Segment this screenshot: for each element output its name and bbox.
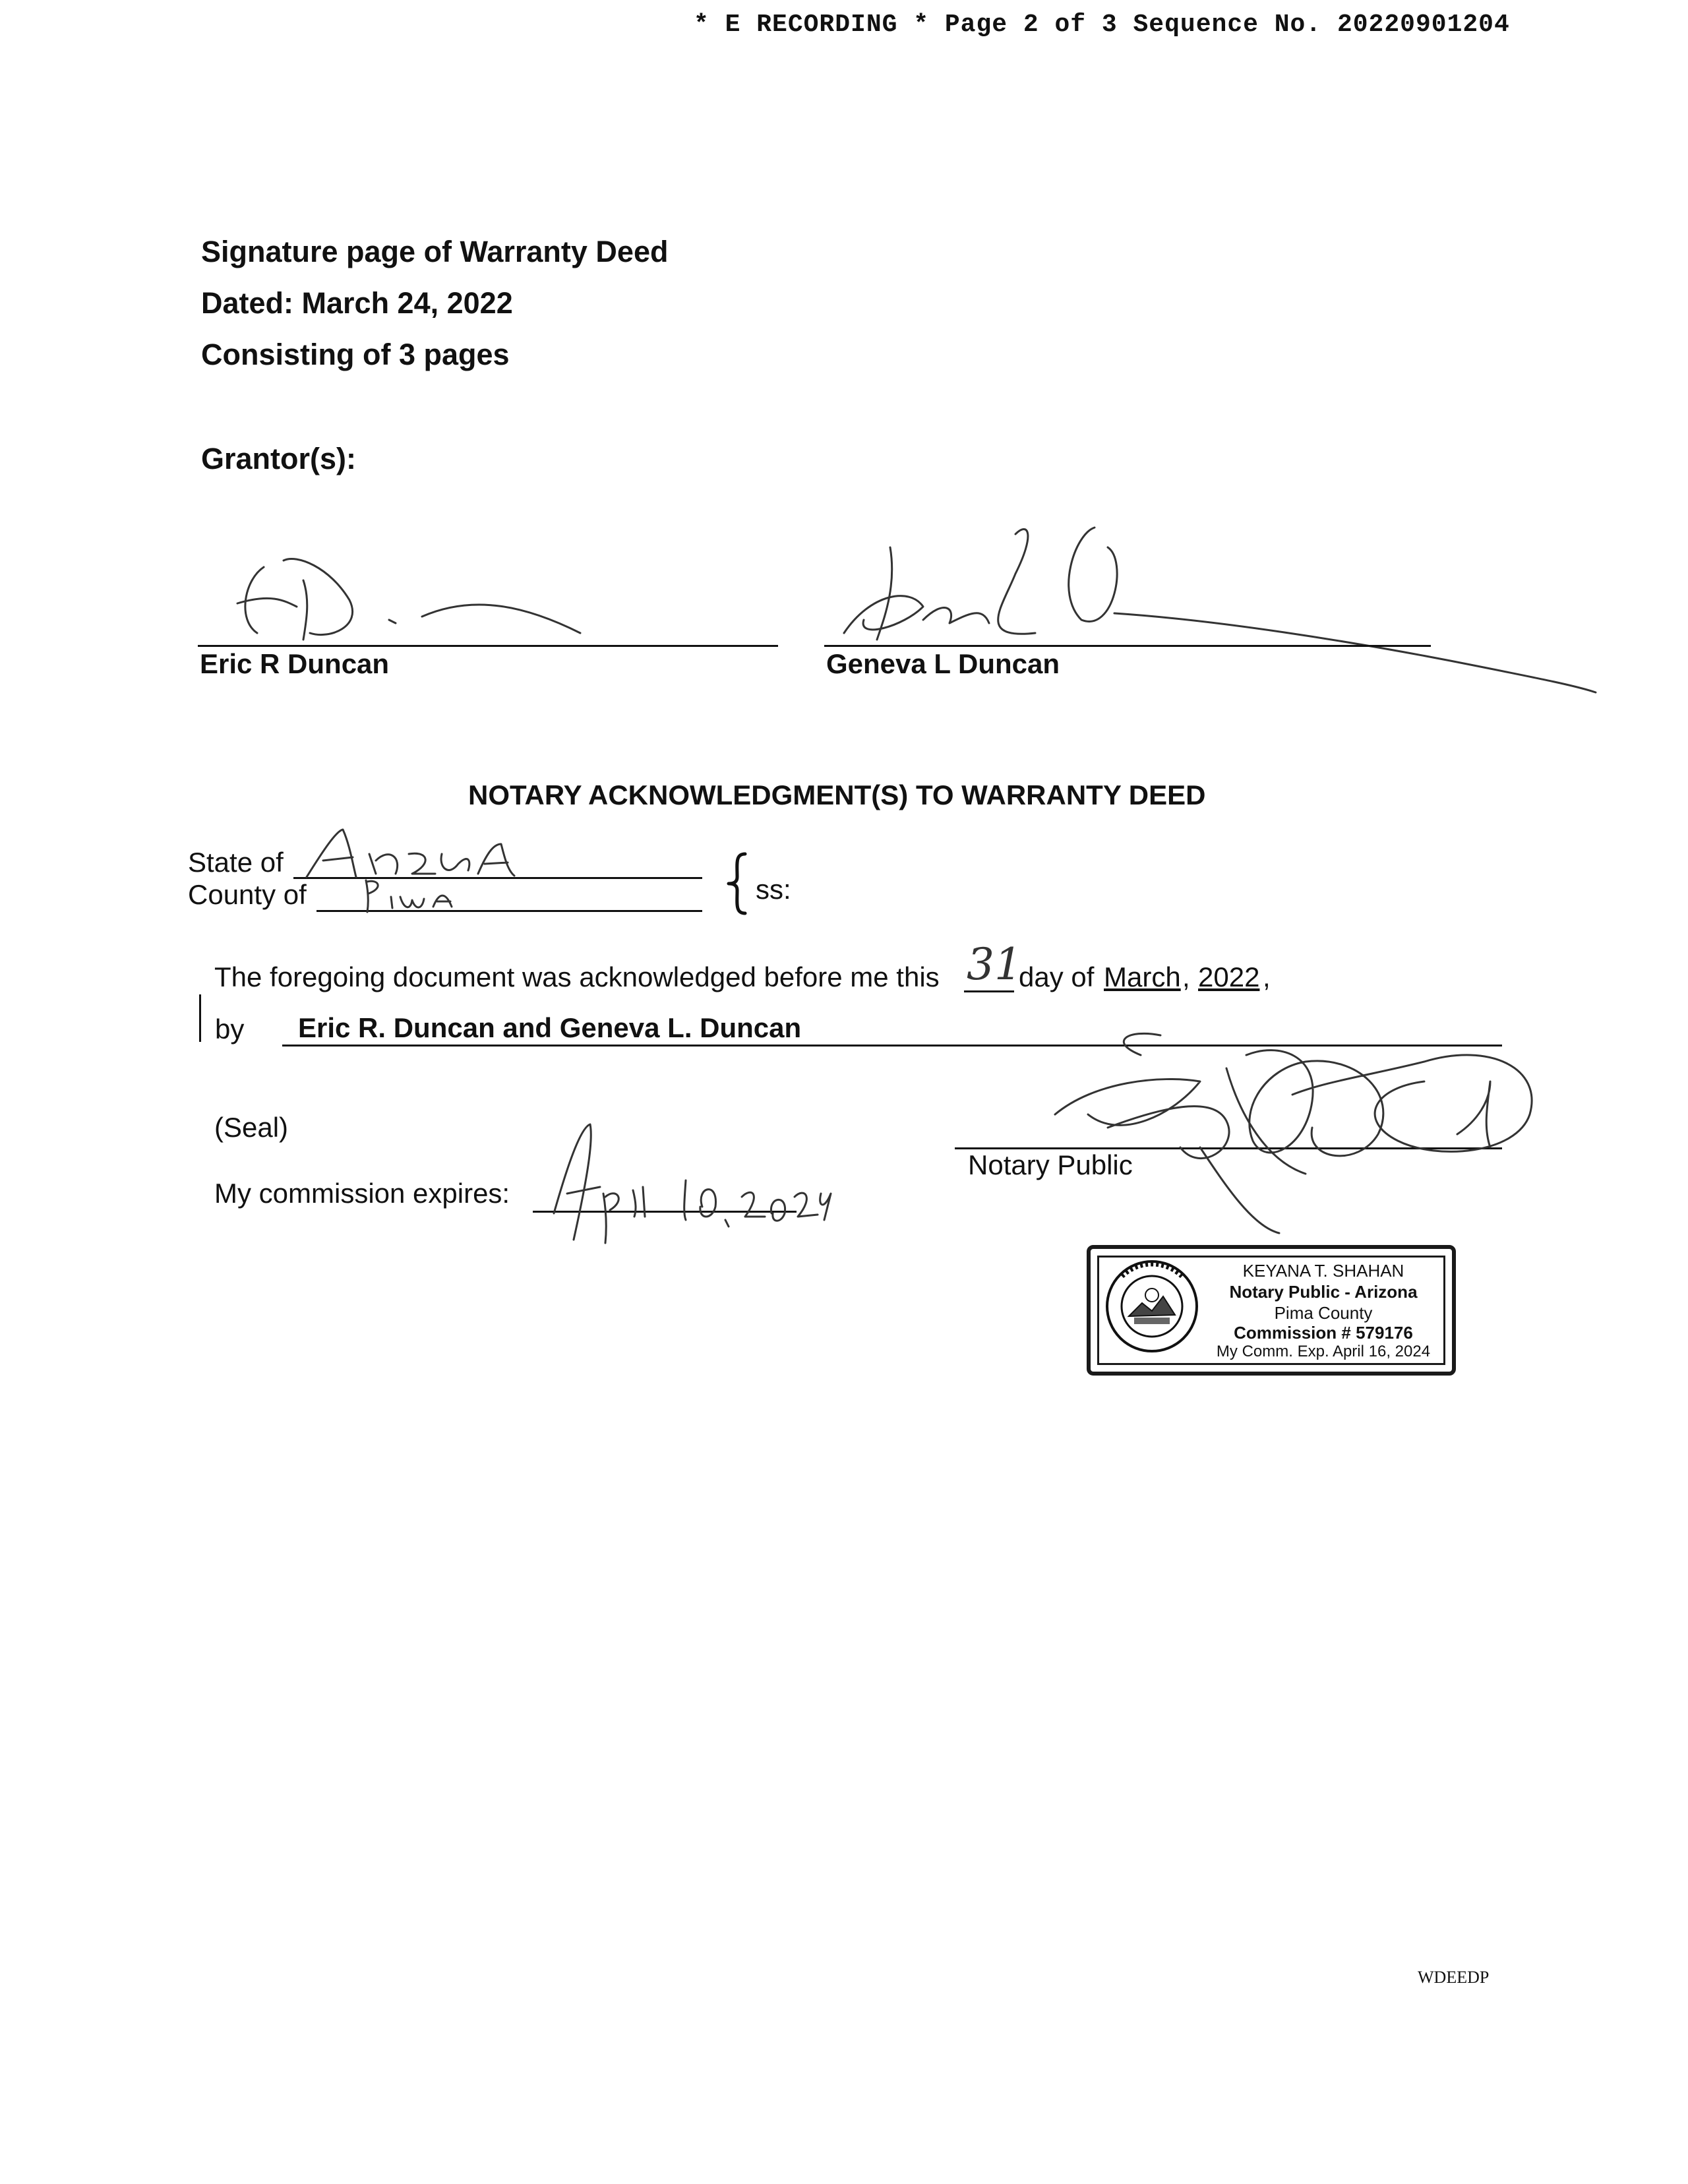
- margin-mark: [199, 994, 201, 1042]
- notary-public-label: Notary Public: [968, 1149, 1133, 1180]
- stamp-expiry: My Comm. Exp. April 16, 2024: [1216, 1343, 1431, 1360]
- county-handwriting: [359, 874, 504, 913]
- ss-label: ss:: [756, 874, 791, 905]
- ack-comma-2: ,: [1263, 961, 1271, 992]
- notary-signature: [1029, 1016, 1596, 1253]
- commission-label: My commission expires:: [214, 1178, 510, 1209]
- grantor2-signature-line: [824, 645, 1431, 647]
- grantors-label: [201, 442, 356, 476]
- grantor2-signature: [818, 508, 1609, 719]
- grantors-label-text: Grantor(s):: [201, 442, 356, 475]
- ack-comma-1: ,: [1182, 961, 1190, 992]
- ack-month: March: [1104, 961, 1181, 992]
- grantor1-signature: [198, 541, 607, 646]
- notary-heading: NOTARY ACKNOWLEDGMENT(S) TO WARRANTY DEED: [468, 779, 1206, 810]
- recording-header: * E RECORDING * Page 2 of 3 Sequence No. 20220901204: [694, 11, 1510, 39]
- commission-handwriting: [528, 1114, 831, 1246]
- ack-day-of-label: day of: [1019, 961, 1095, 992]
- stamp-notary-name: KEYANA T. SHAHAN: [1242, 1261, 1404, 1281]
- ack-day-field: [964, 939, 1022, 992]
- seal-label: (Seal): [214, 1112, 289, 1143]
- by-names: Eric R. Duncan and Geneva L. Duncan: [298, 1012, 802, 1043]
- by-label: by: [215, 1014, 245, 1045]
- stamp-county: Pima County: [1274, 1303, 1373, 1323]
- county-label: County of: [188, 879, 307, 910]
- grantor1-name: Eric R Duncan: [200, 648, 390, 679]
- ack-text-prefix: The foregoing document was acknowledged before me this: [214, 961, 940, 992]
- acknowledgment-sentence: [214, 961, 940, 993]
- stamp-commission-number: Commission # 579176: [1234, 1323, 1413, 1343]
- document-page-count: Consisting of 3 pages: [201, 338, 510, 371]
- grantor2-name: Geneva L Duncan: [826, 648, 1060, 679]
- notary-stamp: [1087, 1245, 1456, 1376]
- stamp-notary-title: Notary Public - Arizona: [1229, 1282, 1418, 1302]
- document-date: Dated: March 24, 2022: [201, 286, 513, 320]
- state-label: State of: [188, 847, 284, 878]
- ack-day-value: 31: [967, 939, 1022, 990]
- brace-icon: [725, 851, 752, 917]
- document-title: Signature page of Warranty Deed: [201, 235, 669, 268]
- form-code: WDEEDP: [1418, 1968, 1490, 1987]
- grantor1-signature-line: [198, 645, 778, 647]
- ack-year: 2022: [1198, 961, 1260, 992]
- state-seal-icon: [1102, 1257, 1201, 1356]
